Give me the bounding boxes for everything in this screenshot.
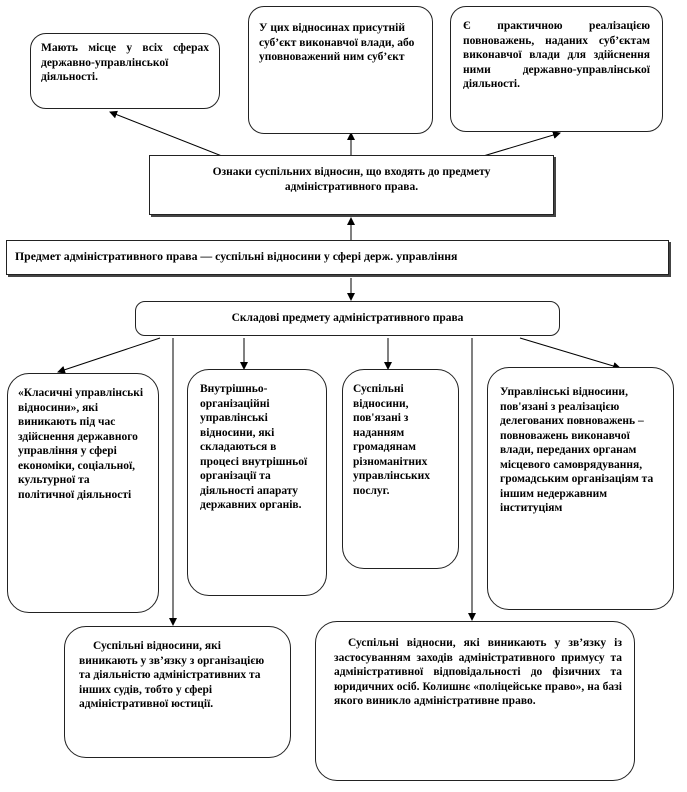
feature-box-practical-realization-text: Є практичною реалізацією повноважень, наданих суб’єктам виконавчої влади для здійснення ними державно-управлінської діяльності. <box>463 20 650 90</box>
arrow-to-feature-1 <box>110 112 232 160</box>
component-box-internal <box>187 369 327 596</box>
component-box-services <box>342 369 459 569</box>
component-box-classic <box>7 373 159 613</box>
components-box <box>135 301 560 336</box>
feature-box-all-spheres <box>30 33 220 109</box>
bottom-box-coercion-text: Суспільні відносни, які виникають у зв’язку із застосуванням заходів адміністративного примусу та адміністративної відповідальності до фізичних та юридичних осіб. Колишнє «поліцейське право», на базі якого виникло адміністративне право. <box>334 637 622 707</box>
bottom-box-coercion <box>315 621 635 781</box>
subject-text: Предмет адміністративного права — суспільні відносини у сфері держ. управління <box>15 249 458 263</box>
subject-box <box>6 240 669 275</box>
bottom-box-administrative-justice-text: Суспільні відносини, які виникають у зв’язку з організацією та діяльністю адміністративних та інших судів, тобто у сфері адміністративної юстиції. <box>79 640 265 710</box>
feature-box-all-spheres-text: Мають місце у всіх сферах державно-управлінської діяльності. <box>41 42 209 83</box>
feature-box-executive-subject-text: У цих відносинах присутній суб’єкт виконавчої влади, або уповноважений ним суб’єкт <box>259 22 415 63</box>
components-text: Складові предмету адміністративного права <box>231 312 464 324</box>
component-box-services-text: Суспільні відносини, пов'язані з наданням громадянам різноманітних управлінських послуг. <box>353 383 431 497</box>
bottom-box-administrative-justice <box>64 626 291 758</box>
component-box-classic-text: «Класичні управлінські відносини», які виникають під час здійснення державного управління у сфері економіки, соціальної, культурної та політичної діяльності <box>18 387 144 501</box>
features-title-text: Ознаки суспільних відносин, що входять до предмету адміністративного права. <box>212 166 491 193</box>
features-title-box <box>149 155 554 215</box>
component-box-delegated-text: Управлінські відносини, пов'язані з реалізацією делегованих повноважень – повноважень виконавчої влади, переданих органам місцевого самоврядування, громадським організаціям та іншим недержавним інституціям <box>500 386 654 514</box>
arrow-to-comp-4 <box>520 338 620 368</box>
feature-box-executive-subject <box>248 6 433 134</box>
component-box-delegated <box>487 367 674 610</box>
arrow-to-comp-1 <box>58 338 160 372</box>
component-box-internal-text: Внутрішньо-організаційні управлінські відносини, які складаються в процесі внутрішньої організації та діяльності апарату державних органів. <box>200 383 308 511</box>
feature-box-practical-realization <box>450 6 663 132</box>
